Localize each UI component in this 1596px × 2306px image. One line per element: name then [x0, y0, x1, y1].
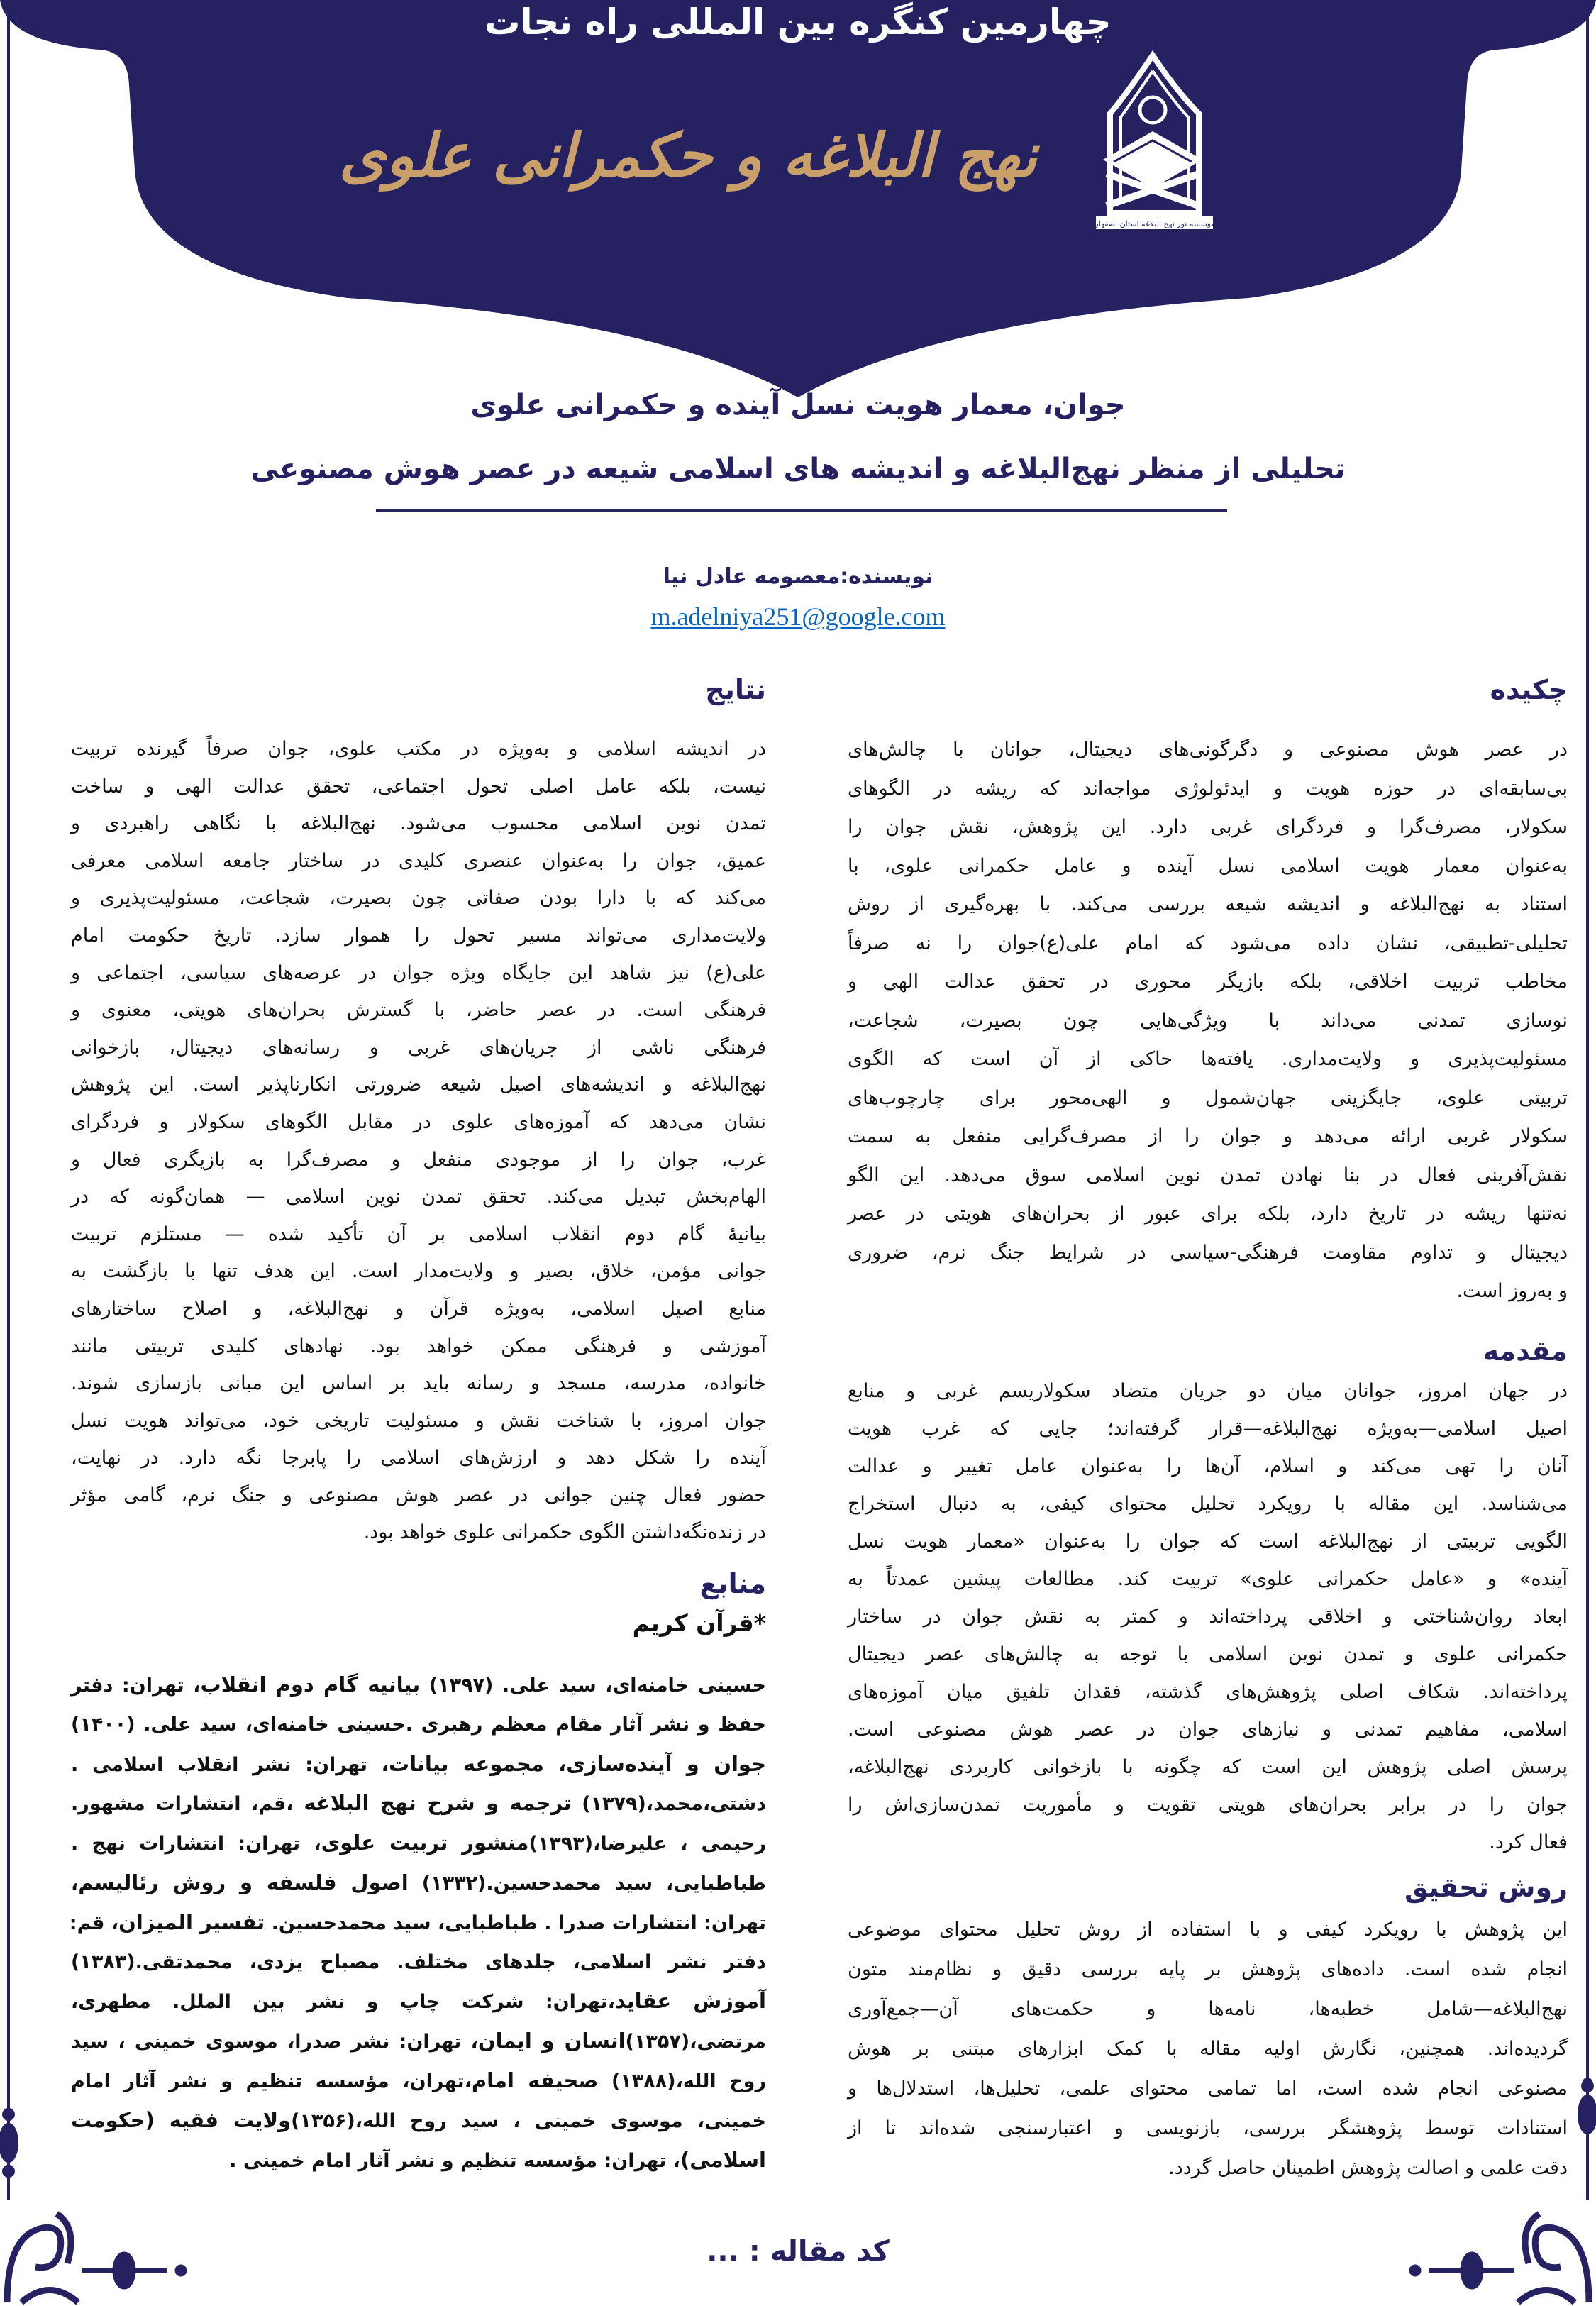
- text-line: تمدن نوین اسلامی محسوب می‌شود. نهج‌البلاغه با نگاهی راهبردی و: [71, 812, 766, 835]
- text-line: آموزشی و فرهنگی ممکن خواهد بود. نهادهای کلیدی تربیتی مانند: [71, 1335, 766, 1357]
- text-line: مسئولیت‌پذیری و ولایت‌مداری. یافته‌ها حاکی از آن است که الگوی: [848, 1048, 1568, 1070]
- reference-title: اسلامی): [680, 2147, 766, 2172]
- reference-title: انسان و ایمان: [477, 2029, 626, 2053]
- text-line: به‌عنوان معمار هویت اسلامی نسل آینده و عامل حکمرانی علوی، با: [848, 854, 1568, 877]
- reference-text: حسینی خامنه‌ای، سید علی. (۱۳۹۷): [420, 1675, 766, 1697]
- text-line: در زنده‌نگه‌داشتن الگوی حکمرانی علوی خواهد بود.: [363, 1521, 766, 1544]
- text-line: دیجیتال و تداوم مقاومت فرهنگی-سیاسی در شرایط جنگ نرم، ضروری: [848, 1241, 1568, 1264]
- reference-text: ،قم، انتشارات مشهور.: [71, 1793, 304, 1816]
- reference-text: ،تهران: شرکت چاپ و نشر بین الملل. مطهری،: [71, 1991, 615, 2014]
- article-subtitle: تحلیلی از منظر نهج‌البلاغه و اندیشه های اسلامی شیعه در عصر هوش مصنوعی: [250, 453, 1346, 485]
- text-line: فرهنگی است. در عصر حاضر، با گسترش بحران‌های هویتی، معنوی و: [71, 999, 766, 1022]
- text-line: ولایت‌مداری می‌تواند مسیر تحول را هموار سازد. تاریخ حکومت امام: [71, 924, 766, 947]
- text-line: آینده» و «عامل حکمرانی علوی» تربیت کند. مطالعات پیشین عمدتاً به: [848, 1568, 1568, 1590]
- text-line: الگویی تربیتی از نهج‌البلاغه است که جوان را به‌عنوان «معمار هویت نسل: [848, 1530, 1568, 1552]
- text-line: استنادات توسط پژوهشگر بررسی، بازنویسی و اعتبارسنجی شده‌اند تا از: [848, 2117, 1568, 2139]
- text-line: علی(ع) نیز شاهد این جایگاه ویژه جوان در عرصه‌های سیاسی، اجتماعی و: [71, 961, 766, 984]
- text-line: ابعاد روان‌شناختی و اخلاقی پرداخته‌اند و کمتر به نقش جوان در ساختار: [848, 1606, 1568, 1628]
- reference-text: خمینی، موسوی خمینی ، سید روح الله،(۱۳۵۶): [291, 2109, 767, 2132]
- text-line: پرداخته‌اند. شکاف اصلی پژوهش‌های گذشته، فقدان تلفیق میان آموزه‌های: [848, 1681, 1568, 1703]
- text-line: می‌شناسد. این مقاله با رویکرد تحلیل محتوای کیفی، به دنبال استخراج: [848, 1493, 1568, 1515]
- text-line: مخاطب تربیت اخلاقی، بلکه بازیگر محوری در تحقق عدالت الهی و: [848, 971, 1568, 993]
- reference-text: طباطبایی، سید محمدحسین.(۱۳۳۲): [408, 1872, 766, 1894]
- text-line: استناد به نهج‌البلاغه و اندیشه شیعه بررسی می‌کند. با بهره‌گیری از روش: [848, 893, 1568, 915]
- article-title: جوان، معمار هویت نسل آینده و حکمرانی علوی: [470, 389, 1126, 421]
- abstract-heading: چکیده: [1490, 674, 1568, 705]
- reference-text: ، تهران: مؤسسه تنظیم و نشر آثار امام خمینی .: [229, 2149, 680, 2172]
- reference-text: مرتضی،(۱۳۵۷): [625, 2031, 766, 2053]
- text-line: تحلیلی-تطبیقی، نشان داده می‌شود که امام علی(ع)جوان را نه صرفاً: [848, 932, 1568, 954]
- text-line: سکولار غربی ارائه می‌دهد و جوان را از مصرف‌گرایی منفعل به سمت: [848, 1125, 1568, 1147]
- reference-title: آموزش عقاید: [614, 1989, 766, 2014]
- text-line: حضور فعال چنین جوانی در عصر هوش مصنوعی و جنگ نرم، گامی مؤثر: [71, 1484, 766, 1506]
- reference-text: ، تهران: دفتر: [71, 1675, 201, 1697]
- right-ornament-icon: [1579, 2079, 1596, 2133]
- reference-text: ،: [71, 1872, 79, 1894]
- text-line: حکمرانی علوی و تمدن نوین اسلامی با توجه به چالش‌های عصر دیجیتال: [848, 1643, 1568, 1665]
- reference-title: منشور تربیت علوی: [321, 1831, 529, 1855]
- text-line: اصیل اسلامی—به‌ویژه نهج‌البلاغه—قرار گرفته‌اند؛ جایی که غرب هویت: [848, 1418, 1568, 1440]
- author-email-link[interactable]: m.adelniya251@google.com: [650, 602, 946, 631]
- text-line: جوان را در برابر بحران‌های هویتی تقویت و مأموریت تمدن‌سازی‌اش را: [848, 1794, 1568, 1816]
- reference-text: ، تهران: نشر صدرا، موسوی خمینی ، سید: [71, 2031, 478, 2053]
- reference-title: صحیفه امام: [471, 2068, 599, 2092]
- text-line: نوسازی تمدنی می‌داند با ویژگی‌هایی چون بصیرت، شجاعت،: [848, 1009, 1568, 1032]
- text-line: آنان را تهی می‌کند و اسلام، آن‌ها را به‌عنوان عامل تغییر و عدالت: [848, 1455, 1568, 1477]
- text-line: در جهان امروز، جوانان میان دو جریان متضاد سکولاریسم غربی و منابع: [848, 1380, 1568, 1402]
- references-heading: منابع: [699, 1568, 766, 1599]
- logo-caption: موسسه نور نهج البلاغه استان اصفهان: [1092, 219, 1216, 228]
- conference-title: چهارمین کنگره بین المللی راه نجات: [484, 1, 1112, 43]
- results-heading: نتایج: [705, 674, 766, 705]
- reference-text: حفظ و نشر آثار مقام معظم رهبری .حسینی خامنه‌ای، سید علی. (۱۴۰۰): [71, 1713, 766, 1736]
- references-quran: *قرآن کریم: [632, 1609, 766, 1637]
- text-line: بی‌سابقه‌ای در حوزه هویت و ایدئولوژی مواجه‌اند که ریشه در الگوهای: [848, 777, 1568, 800]
- text-line: نهج‌البلاغه—شامل خطبه‌ها، نامه‌ها و حکمت‌های آن—جمع‌آوری: [848, 1998, 1568, 2020]
- reference-text: ، تهران: نشر انقلاب اسلامی .: [71, 1753, 389, 1776]
- reference-text: ،تهران، مؤسسه تنظیم و نشر آثار امام: [71, 2070, 472, 2092]
- left-ornament-icon: [0, 2109, 17, 2176]
- reference-text: ، قم:: [69, 1911, 119, 1934]
- article-code: کد مقاله : ...: [706, 2235, 890, 2268]
- text-line: نشان می‌دهد که آموزه‌های علوی در مقابل الگوهای سکولار و فردگرای: [71, 1110, 766, 1133]
- text-line: خانواده، مدرسه، مسجد و رسانه باید بر اساس این مبانی بازسازی شوند.: [71, 1372, 766, 1395]
- reference-text: روح الله،(۱۳۸۸): [598, 2070, 766, 2092]
- methodology-heading: روش تحقیق: [1404, 1872, 1568, 1903]
- text-line: بیانیهٔ گام دوم انقلاب اسلامی بر آن تأکید شده — مستلزم تربیت: [71, 1223, 766, 1245]
- reference-title: اصول فلسفه و روش رئالیسم: [78, 1870, 409, 1894]
- text-line: تربیتی علوی، جایگزینی جهان‌شمول و الهی‌محور برای چارچوب‌های: [848, 1086, 1568, 1109]
- reference-text: دفتر نشر اسلامی، جلدهای مختلف. مصباح یزدی، محمدتقی.(۱۳۸۳): [71, 1951, 766, 1973]
- text-line: فعال کرد.: [1489, 1831, 1568, 1853]
- text-line: در اندیشه اسلامی و به‌ویژه در مکتب علوی، جوان صرفاً گیرنده تربیت: [71, 738, 766, 760]
- calligraphy-title: نهج البلاغه و حکمرانی علوی: [338, 121, 1038, 190]
- text-line: این پژوهش با رویکرد کیفی و با استفاده از روش تحلیل محتوای موضوعی: [848, 1919, 1568, 1941]
- text-line: آینده را شکل دهد و ارزش‌های اسلامی را پابرجا نگه دارد. در نهایت،: [71, 1447, 766, 1469]
- text-line: عمیق، جوان را به‌عنوان عنصری کلیدی در ساختار جامعه اسلامی معرفی: [71, 849, 766, 872]
- text-line: الهام‌بخش تبدیل می‌کند. تحقق تمدن نوین اسلامی — همان‌گونه که در: [71, 1186, 766, 1208]
- author-name: نویسنده:معصومه عادل نیا: [663, 564, 933, 589]
- reference-title: بیانیه گام دوم انقلاب: [200, 1672, 421, 1697]
- introduction-heading: مقدمه: [1483, 1335, 1568, 1367]
- reference-title: جوان و آینده‌سازی، مجموعه بیانات: [389, 1751, 766, 1776]
- text-line: سکولار، مصرف‌گرا و فردگرای غربی دارد. این پژوهش، نقش جوان را: [848, 816, 1568, 838]
- text-line: اسلامی، مفاهیم تمدنی و نیازهای جوان در عصر هوش مصنوعی است.: [848, 1719, 1568, 1740]
- reference-title: تفسیر المیزان: [118, 1909, 265, 1934]
- text-line: دقت علمی و اصالت پژوهش اطمینان حاصل گردد.: [1168, 2157, 1568, 2179]
- reference-title: ولایت فقیه (حکومت: [71, 2107, 292, 2132]
- text-line: غرب، جوان را از موجودی منفعل و مصرف‌گرا به بازیگری فعال و: [71, 1148, 766, 1171]
- text-line: و به‌روز است.: [1456, 1280, 1568, 1302]
- text-line: نیست، بلکه عامل اصلی تحول اجتماعی، تحقق عدالت الهی و ساخت: [71, 775, 766, 798]
- text-line: پرسش اصلی پژوهش این است که چگونه با بازخوانی کاربردی نهج‌البلاغه،: [848, 1756, 1568, 1778]
- text-line: جوانی مؤمن، خلاق، بصیر و ولایت‌مدار است. این هدف تنها با بازگشت به: [71, 1260, 766, 1283]
- text-line: جوان امروز، با شناخت نقش و مسئولیت تاریخی خود، می‌تواند هویت نسل: [71, 1409, 766, 1432]
- reference-text: دشتی،محمد،(۱۳۷۹): [571, 1793, 766, 1816]
- text-line: منابع اصیل اسلامی، به‌ویژه قرآن و نهج‌البلاغه، و اصلاح ساختارهای: [71, 1297, 766, 1320]
- text-line: فرهنگی ناشی از جریان‌های غربی و رسانه‌های دیجیتال، بازخوانی: [71, 1036, 766, 1059]
- text-line: نهج‌البلاغه و اندیشه‌های اصیل شیعه ضرورتی انکارناپذیر است. این پژوهش: [71, 1074, 766, 1096]
- reference-text: تهران: انتشارات صدرا . طباطبایی، سید محمدحسین.: [265, 1911, 766, 1934]
- reference-text: رحیمی ، علیرضا،(۱۳۹۳): [528, 1833, 766, 1855]
- text-line: نه‌تنها ریشه در تاریخ دارد، بلکه برای عبور از بحران‌های هویتی در عصر: [848, 1203, 1568, 1225]
- reference-text: ، تهران: انتشارات نهج .: [71, 1833, 321, 1855]
- text-line: در عصر هوش مصنوعی و دگرگونی‌های دیجیتال، جوانان با چالش‌های: [848, 739, 1568, 761]
- text-line: نقش‌آفرینی فعال در بنا نهادن تمدن نوین اسلامی سوق می‌دهد. این الگو: [848, 1164, 1568, 1186]
- text-line: انجام شده است. داده‌های پژوهش بر پایه بررسی دقیق و نظام‌مند متون: [848, 1958, 1568, 1980]
- text-line: می‌کند که با دارا بودن صفاتی چون بصیرت، شجاعت، مسئولیت‌پذیری و: [71, 887, 766, 910]
- text-line: مصنوعی انجام شده است، اما تمامی محتوای علمی، تحلیل‌ها، استدلال‌ها و: [848, 2078, 1568, 2100]
- reference-title: ترجمه و شرح نهج البلاغه: [304, 1791, 572, 1816]
- text-line: گردیده‌اند. همچنین، نگارش اولیه مقاله با کمک ابزارهای مبتنی بر هوش: [848, 2038, 1568, 2060]
